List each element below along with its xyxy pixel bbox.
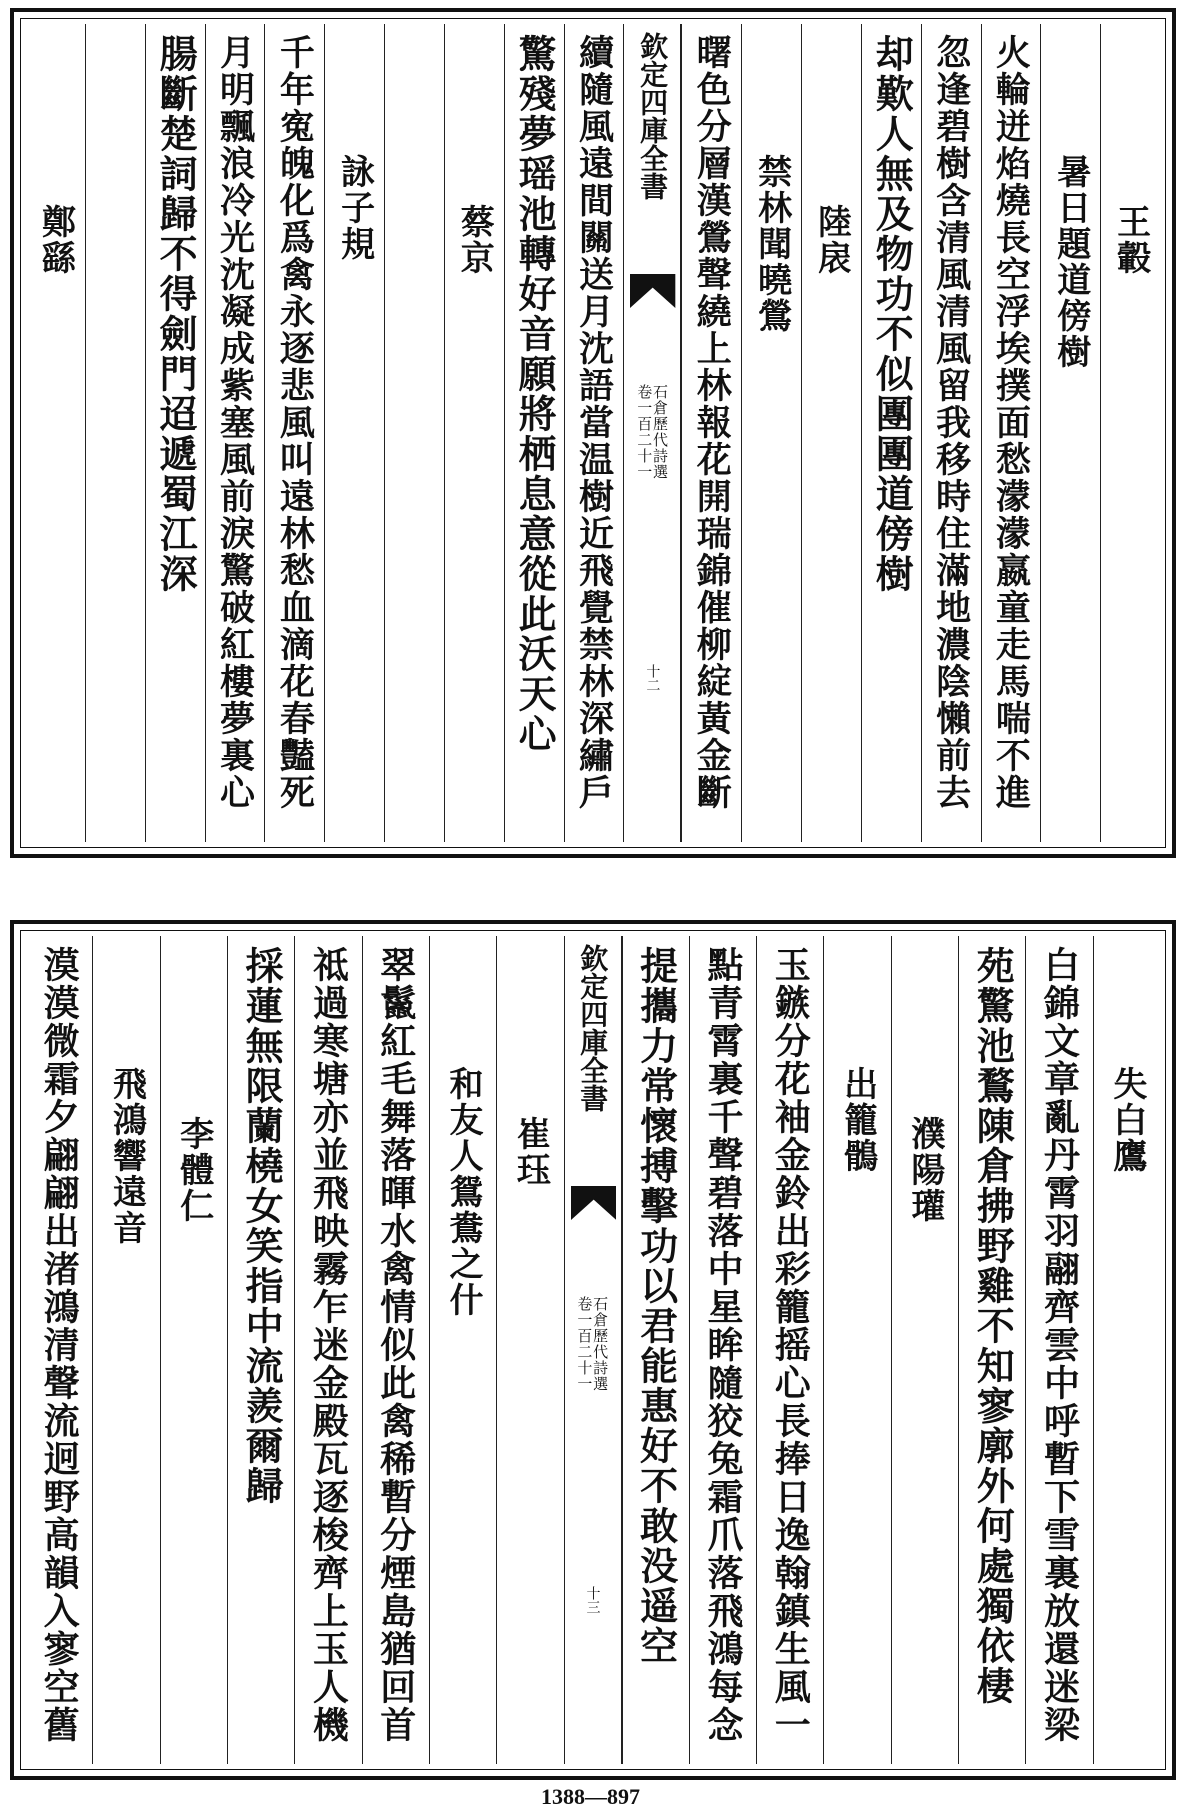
leaf-number: 十二: [644, 664, 661, 692]
body-column: [227, 936, 294, 1764]
poem-title: 詠子規: [334, 154, 375, 262]
body-column: [264, 24, 324, 842]
body-column: [294, 936, 361, 1764]
collection-title: 欽定四庫全書: [636, 32, 670, 200]
poem-title: 失白鷹: [1106, 1066, 1147, 1174]
body-column: [564, 24, 624, 842]
author-column: [26, 24, 85, 842]
poem-line: 漠漠微霜夕翩翩出渚鴻清聲流迥野高韻入寥空舊: [38, 946, 81, 1744]
author-name: 陸扆: [811, 204, 852, 276]
body-column: [205, 24, 265, 842]
blank-column: [85, 24, 145, 842]
poem-line: 續隨風遠間關送月沈語當温樹近飛覺禁林深繡戶: [573, 34, 615, 811]
author-column: [496, 936, 563, 1764]
poem-line: 翠鬣紅毛舞落暉水禽情似此禽稀暫分煙島猶回首: [374, 946, 417, 1744]
body-column: [689, 936, 756, 1764]
poem-line: 提攜力常懷搏擊功以君能惠好不敢没遥空: [633, 946, 679, 1666]
poem-title: 暑日題道傍樹: [1050, 154, 1091, 370]
body-column: [1025, 936, 1092, 1764]
author-name: 王轂: [1110, 204, 1151, 276]
poem-line: 千年寃魄化爲禽永逐悲風叫遠林愁血滴花春豔死: [274, 34, 316, 811]
poem-title: 飛鴻響遠音: [106, 1066, 147, 1246]
poem-title: 禁林聞曉鶯: [751, 154, 792, 334]
author-name: 濮陽瓘: [904, 1116, 945, 1224]
book-title-small: 石倉歷代詩選: [650, 384, 669, 480]
body-column: [145, 24, 205, 842]
center-fold-column: [564, 936, 622, 1764]
columns-bottom: [26, 936, 1160, 1764]
poem-line: 點青霄裏千聲碧落中星眸隨狡兔霜爪落飛鴻每念: [701, 946, 744, 1744]
poem-line: 苑驚池鶩陳倉拂野雞不知寥廓外何處獨依棲: [970, 946, 1016, 1706]
fishtail-mark-icon: [571, 1186, 616, 1220]
author-column: [801, 24, 861, 842]
author-name: 李體仁: [173, 1116, 214, 1224]
body-column: [921, 24, 981, 842]
body-column: [362, 936, 429, 1764]
body-column: [26, 936, 92, 1764]
title-column: [324, 24, 384, 842]
poem-line: 採蓮無限蘭橈女笑指中流羨爾歸: [239, 946, 285, 1506]
body-column: [958, 936, 1025, 1764]
author-name: 鄭繇: [35, 204, 76, 276]
body-column: [622, 936, 689, 1764]
poem-line: 驚殘夢瑶池轉好音願將栖息意從此沃天心: [512, 34, 558, 754]
folio-top: [10, 8, 1176, 858]
title-column: [1093, 936, 1160, 1764]
poem-title: 出籠鶻: [837, 1066, 878, 1174]
poem-line: 腸斷楚詞歸不得劍門迢遞蜀江深: [153, 34, 199, 594]
columns-top: [26, 24, 1160, 842]
poem-line: 白錦文章亂丹霄羽翮齊雲中呼暫下雪裏放還迷梁: [1038, 946, 1081, 1744]
body-column: [861, 24, 921, 842]
poem-title: 和友人鴛鴦之什: [443, 1066, 484, 1318]
author-column: [891, 936, 958, 1764]
poem-line: 忽逢碧樹含清風清風留我移時住滿地濃陰懶前去: [930, 34, 972, 811]
author-name: 崔珏: [510, 1116, 551, 1188]
author-name: 蔡京: [454, 204, 495, 276]
page-number-footer: 1388—897: [541, 1784, 640, 1809]
poem-line: 玉鏃分花袖金鈴出彩籠摇心長捧日逸翰鎮生風一: [769, 946, 812, 1744]
center-fold-column: [623, 24, 681, 842]
body-column: [756, 936, 823, 1764]
body-column: [504, 24, 564, 842]
collection-title: 欽定四庫全書: [576, 944, 610, 1112]
volume-number: 卷一百二十一: [635, 384, 654, 480]
book-title-small: 石倉歷代詩選: [591, 1296, 610, 1392]
leaf-number: 十三: [584, 1586, 601, 1614]
blank-column: [384, 24, 444, 842]
author-column: [444, 24, 504, 842]
title-column: [429, 936, 496, 1764]
poem-line: 却歎人無及物功不似團團道傍樹: [869, 34, 915, 594]
folio-bottom: [10, 920, 1176, 1780]
fishtail-mark-icon: [630, 274, 675, 308]
poem-line: 曙色分層漢鶯聲繞上林報花開瑞錦催柳綻黃金斷: [691, 34, 733, 811]
poem-line: 月明飄浪冷光沈凝成紫塞風前淚驚破紅樓夢裏心: [214, 34, 256, 811]
volume-number: 卷一百二十一: [575, 1296, 594, 1392]
title-column: [1040, 24, 1100, 842]
title-column: [92, 936, 159, 1764]
title-column: [823, 936, 890, 1764]
poem-line: 火輪迸焰燒長空浮埃撲面愁濛濛嬴童走馬喘不進: [990, 34, 1032, 811]
author-column: [1100, 24, 1160, 842]
title-column: [741, 24, 801, 842]
author-column: [160, 936, 227, 1764]
poem-line: 祗過寒塘亦並飛映霧乍迷金殿瓦逐梭齊上玉人機: [307, 946, 350, 1744]
body-column: [981, 24, 1041, 842]
body-column: [681, 24, 741, 842]
